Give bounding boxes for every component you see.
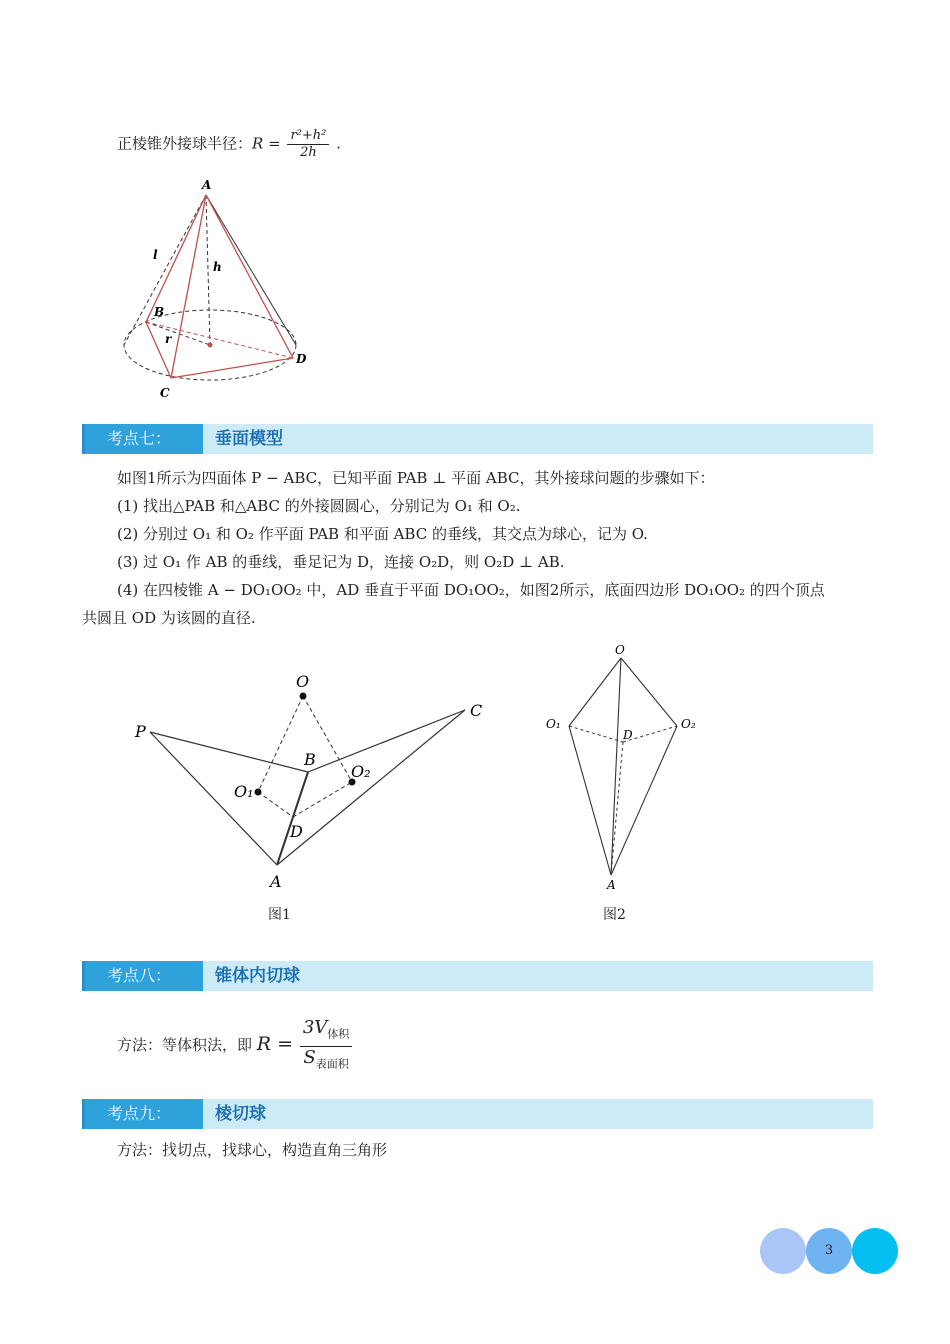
label-r: r xyxy=(165,332,172,346)
section8-num-main: 3V xyxy=(302,1017,328,1038)
height-line xyxy=(206,195,210,345)
section8-method: 方法：等体积法，即 xyxy=(117,1036,253,1055)
fig1-label-O2: O₂ xyxy=(351,762,371,781)
edge-OO2 xyxy=(621,658,677,726)
figure-1 xyxy=(120,665,500,895)
fig2-caption: 图2 xyxy=(603,907,626,923)
center-point xyxy=(208,343,213,348)
fig1-label-O1: O₁ xyxy=(234,782,254,801)
label-l: l xyxy=(153,248,158,262)
edge-BC xyxy=(146,322,171,378)
edge-OO1 xyxy=(569,658,621,726)
figure-2 xyxy=(540,640,710,895)
edge-PB xyxy=(150,732,308,772)
section7-step4: (4) 在四棱锥 A − DO₁OO₂ 中，AD 垂直于平面 DO₁OO₂，如图2所示，底面四边形 DO₁OO₂ 的四个顶点共圆且 OD 为该圆的直径. xyxy=(82,581,825,627)
page-bubble-left xyxy=(760,1228,806,1274)
section7-tag: 考点七： xyxy=(85,424,203,454)
point-O xyxy=(300,693,307,700)
line-OO2 xyxy=(303,696,352,782)
section8-num-sub: 体积 xyxy=(327,1027,350,1041)
fig1-label-P: P xyxy=(135,722,146,741)
fig1-label-B: B xyxy=(304,750,316,769)
edge-AB xyxy=(277,772,308,865)
line-OO1 xyxy=(258,696,303,792)
intro-trailing: . xyxy=(336,134,341,153)
section9-tag: 考点九： xyxy=(85,1099,203,1129)
section9-title: 棱切球 xyxy=(215,1104,266,1124)
section7-header xyxy=(82,424,873,454)
section7-step3: (3) 过 O₁ 作 AB 的垂线，垂足记为 D，连接 O₂D，则 O₂D ⊥ AB. xyxy=(117,553,565,571)
cone-figure xyxy=(110,175,330,405)
page-number-decoration xyxy=(760,1228,900,1276)
section8-den-sub: 表面积 xyxy=(315,1057,349,1071)
edge-AC xyxy=(277,710,465,865)
section8-fraction xyxy=(300,1017,352,1075)
fig1-label-C: C xyxy=(470,701,483,720)
section7-step1: (1) 找出△PAB 和△ABC 的外接圆圆心，分别记为 O₁ 和 O₂. xyxy=(117,497,521,515)
label-h: h xyxy=(213,260,222,274)
section9-header xyxy=(82,1099,873,1129)
section7-title: 垂面模型 xyxy=(215,429,283,449)
edge-OA xyxy=(611,658,621,875)
label-B: B xyxy=(154,305,165,319)
fig1-label-A: A xyxy=(270,872,282,891)
edge-PA xyxy=(150,732,277,865)
intro-fraction xyxy=(287,128,329,161)
label-C: C xyxy=(160,386,170,400)
section8-formula-lhs: R = xyxy=(256,1033,294,1056)
page-number: 3 xyxy=(806,1228,852,1274)
fig2-label-A: A xyxy=(607,878,616,892)
edge-O1A xyxy=(569,726,611,875)
edge-O2A xyxy=(611,726,677,875)
section8-fraction-numerator xyxy=(300,1017,352,1047)
section8-title: 锥体内切球 xyxy=(215,966,300,986)
section7-step2: (2) 分别过 O₁ 和 O₂ 作平面 PAB 和平面 ABC 的垂线，其交点为球心，记为 O. xyxy=(117,525,648,543)
section8-header xyxy=(82,961,873,991)
section8-den-main: S xyxy=(303,1046,316,1068)
intro-fraction-numerator: r²+h² xyxy=(287,128,329,145)
line-DO2 xyxy=(293,782,352,817)
page-bubble-right xyxy=(852,1228,898,1274)
fig1-caption: 图1 xyxy=(268,907,291,923)
intro-formula-lhs: R = xyxy=(252,134,281,153)
edge-DA xyxy=(611,742,623,875)
intro-text: 正棱锥外接球半径： xyxy=(117,134,253,153)
section7-para1: 如图1所示为四面体 P − ABC，已知平面 PAB ⊥ 平面 ABC，其外接球问题的步骤如下： xyxy=(117,469,715,487)
edge-CD xyxy=(171,358,293,378)
point-O1 xyxy=(255,789,262,796)
intro-line xyxy=(117,128,341,161)
section9-method: 方法：找切点，找球心，构造直角三角形 xyxy=(117,1141,388,1159)
slant-line-l xyxy=(124,195,206,345)
fig2-label-O1: O₁ xyxy=(546,717,561,731)
fig2-label-D: D xyxy=(623,728,633,742)
section8-fraction-denominator xyxy=(300,1047,352,1076)
fig2-label-O2: O₂ xyxy=(681,717,696,731)
edge-AC xyxy=(171,195,206,378)
label-A: A xyxy=(202,178,212,192)
section8-tag: 考点八： xyxy=(85,961,203,991)
fig2-label-O: O xyxy=(615,643,625,657)
fig1-label-D: D xyxy=(290,822,303,841)
label-D: D xyxy=(296,352,307,366)
edge-BC xyxy=(308,710,465,772)
edge-AD xyxy=(206,195,293,358)
intro-fraction-denominator: 2h xyxy=(300,145,317,160)
edge-O1D xyxy=(569,726,623,742)
section8-method-line xyxy=(117,1017,354,1075)
line-O1D xyxy=(258,792,293,817)
fig1-label-O: O xyxy=(296,672,310,691)
